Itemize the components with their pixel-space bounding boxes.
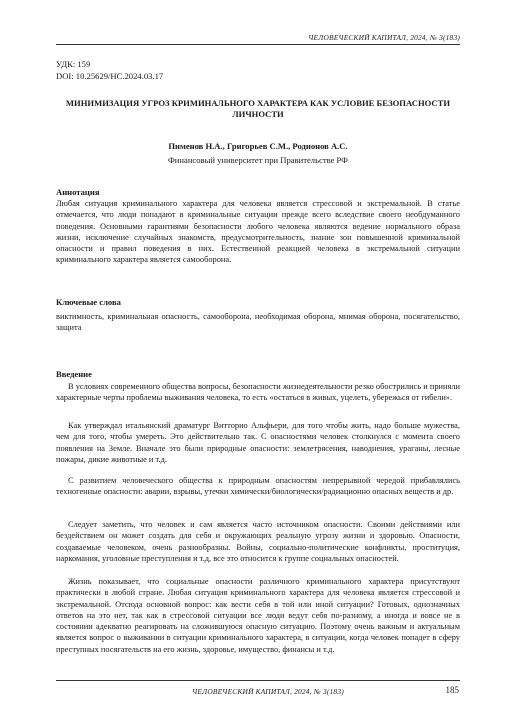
intro-paragraph: Как утверждал итальянский драматург Витторио Альфьери, для того чтобы жить, надо больше мужества, чем для того, чтобы умереть. Это действительно так. С опасностями человек столкнулся с момента своего появления на Земле. Вначале это были природные опасности: землетрясения, наводнения, ураганы, лесные пожары, дикие животные и т.д. bbox=[56, 421, 460, 464]
abstract-text: Любая ситуация криминального характера для человека является стрессовой и экстремальной. В статье отмечается, что люди попадают в криминальные ситуации прежде всего вследствие своего необдуманного поведения. Основными гарантиями безопасности любого человека являются ведение нормального образа жизни, исключение случайных знакомств, предусмотрительность, знание зон повышенной криминальной опасности и правил поведения в них. Естественной реакцией человека в экстремальной ситуации криминального характера является самооборона. bbox=[56, 199, 460, 265]
article-title: МИНИМИЗАЦИЯ УГРОЗ КРИМИНАЛЬНОГО ХАРАКТЕРА КАК УСЛОВИЕ БЕЗОПАСНОСТИ ЛИЧНОСТИ bbox=[65, 98, 451, 120]
intro-paragraph: Жизнь показывает, что социальные опасности различного криминального характера присутствуют практически в любой стране. Любая ситуация криминального характера для человека является стрессовой и экстремальной. Отсюда основной вопрос: как вести себя в той или иной ситуации? Готовых, однозначных ответов на это нет, так как в стрессовой ситуации все люди ведут себя по-разному, а иногда и вовсе не в состоянии адекватно реагировать на сложившуюся опасную ситуацию. Поэтому очень важным и актуальным является вопрос о выживании в ситуации криминального характера, в ситуации, когда человек попадет в сферу преступных посягательств на его жизнь, здоровье, имущество, финансы и т.д. bbox=[56, 577, 460, 654]
keywords-heading: Ключевые слова bbox=[56, 297, 121, 307]
intro-paragraph: С развитием человеческого общества к природным опасностям непрерывной чередой прибавлялись техногенные опасности: аварии, взрывы, утечки химически/биологически/радиационно опасных веществ и др. bbox=[56, 476, 460, 497]
running-title: ЧЕЛОВЕЧЕСКИЙ КАПИТАЛ, 2024, № 3(183) bbox=[308, 33, 460, 42]
doi: DOI: 10.25629/HC.2024.03.17 bbox=[56, 71, 164, 81]
intro-paragraph: Следует заметить, что человек и сам является часто источником опасности. Своими действиями или бездействием он может создать для себя и окружающих реальную угрозу жизни и здоровью. Опасности, создаваемые человеком, очень разнообразны. Войны, социально-политические конфликты, проституция, наркомания, уголовные преступления и т.д, все это относится к группе социальных опасностей. bbox=[56, 520, 460, 563]
abstract-heading: Аннотация bbox=[56, 187, 100, 197]
header-divider bbox=[56, 44, 460, 45]
intro-paragraph: В условиях современного общества вопросы, безопасности жизнедеятельности резко обострились и приняли характерные черты проблемы выживания человека, то есть «остаться в живых, уцелеть, убережься от гибели». bbox=[56, 382, 460, 403]
footer-divider bbox=[56, 680, 460, 681]
article-authors: Пименов Н.А., Григорьев С.М., Родионов А.С. bbox=[168, 141, 348, 151]
article-meta bbox=[56, 58, 163, 82]
footer-journal: ЧЕЛОВЕЧЕСКИЙ КАПИТАЛ, 2024, № 3(183) bbox=[192, 687, 344, 696]
keywords-text: виктимность, криминальная опасность, самооборона, необходимая оборона, мнимая оборона, посягательство, защита bbox=[56, 312, 460, 333]
udc-code: УДК: 159 bbox=[56, 59, 91, 69]
page-number: 185 bbox=[445, 685, 459, 695]
introduction-heading: Введение bbox=[56, 369, 92, 379]
author-affiliation: Финансовый университет при Правительстве РФ bbox=[168, 155, 348, 165]
